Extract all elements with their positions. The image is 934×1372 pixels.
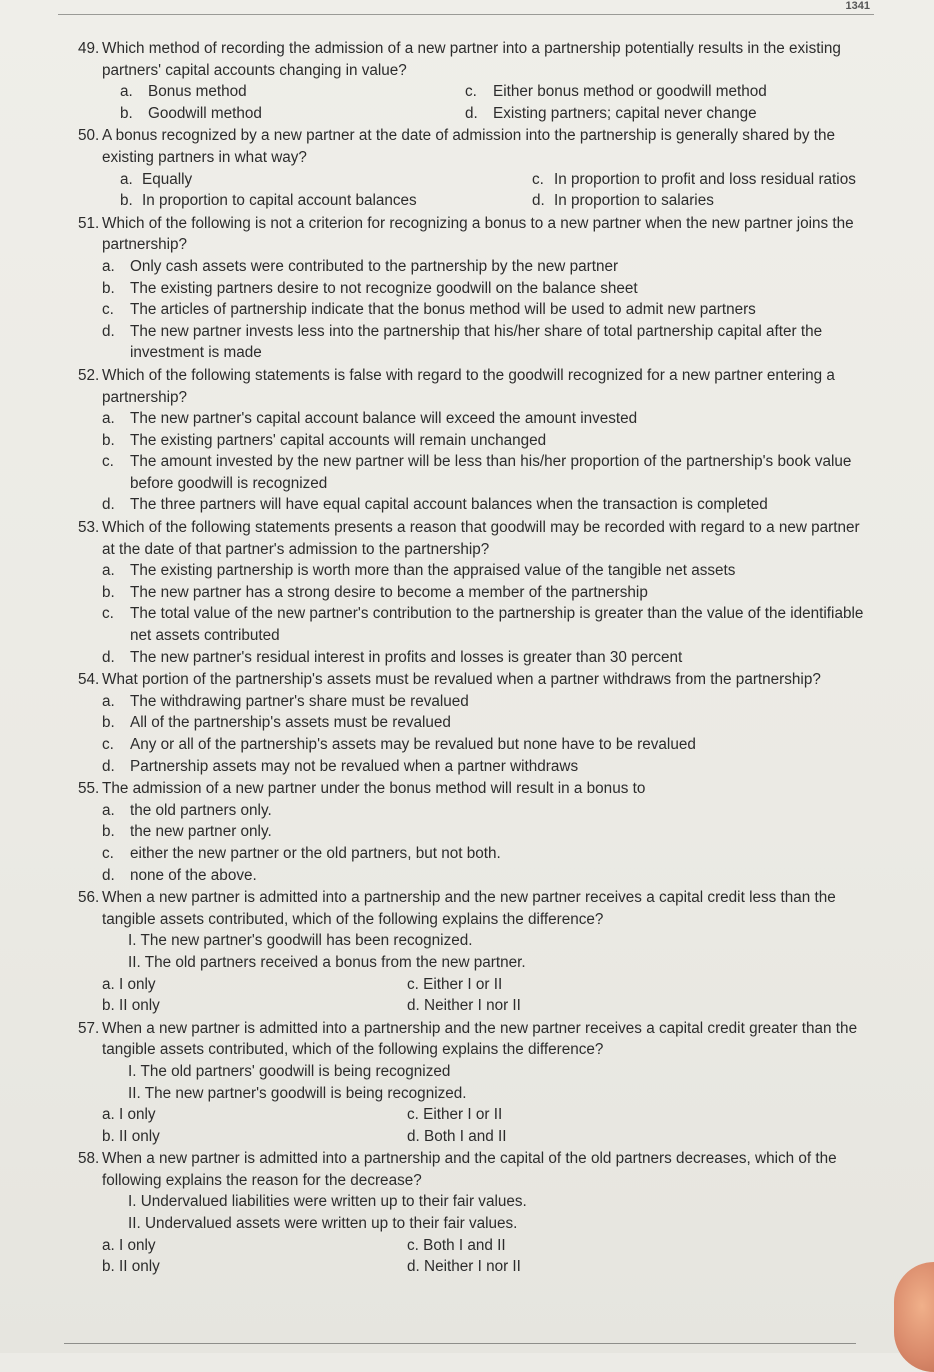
option-d: d. In proportion to salaries bbox=[532, 192, 714, 210]
question-text: Which of the following is not a criterion for recognizing a bonus to a new partner when the new partner joins the partnership? bbox=[102, 214, 854, 254]
question-list bbox=[78, 38, 868, 1279]
question-52 bbox=[78, 365, 868, 516]
option-a: a. I only bbox=[102, 975, 156, 993]
question-number: 52. bbox=[78, 366, 100, 384]
thumb-holding-page bbox=[894, 1262, 934, 1372]
option-a: a. Only cash assets were contributed to the partnership by the new partner bbox=[102, 257, 619, 275]
option-a: a. The existing partnership is worth more than the appraised value of the tangible net assets bbox=[102, 562, 736, 580]
page-number: 1341 bbox=[845, 0, 870, 12]
option-b: b. the new partner only. bbox=[102, 823, 272, 841]
option-c: c. Either I or II bbox=[407, 1106, 503, 1124]
option-a: a. I only bbox=[102, 1106, 156, 1124]
option-d: d. The three partners will have equal capital account balances when the transaction is completed bbox=[102, 496, 768, 514]
question-50 bbox=[78, 125, 868, 211]
question-text: A bonus recognized by a new partner at the date of admission into the partnership is generally shared by the existing partners in what way? bbox=[102, 127, 836, 166]
option-a: a. Bonus method bbox=[120, 83, 247, 101]
option-c: c. The total value of the new partner's contribution to the partnership is greater than the value of the identifiable net assets contributed bbox=[102, 605, 864, 645]
option-d: d. Neither I nor II bbox=[407, 997, 521, 1015]
question-51 bbox=[78, 213, 868, 364]
question-number: 55. bbox=[78, 780, 100, 798]
option-d: d. Existing partners; capital never change bbox=[465, 104, 757, 122]
option-b: b. In proportion to capital account balances bbox=[120, 192, 417, 210]
statement-2: II. The old partners received a bonus from the new partner. bbox=[128, 953, 526, 971]
question-55 bbox=[78, 778, 868, 886]
option-c: c. Any or all of the partnership's assets may be revalued but none have to be revalued bbox=[102, 736, 696, 753]
option-b: b. The existing partners desire to not recognize goodwill on the balance sheet bbox=[102, 279, 638, 297]
option-c: c. Either I or II bbox=[407, 975, 503, 993]
question-57 bbox=[78, 1018, 868, 1148]
bottom-rule bbox=[64, 1343, 856, 1344]
option-c: c. The articles of partnership indicate that the bonus method will be used to admit new partners bbox=[102, 301, 756, 319]
question-number: 54. bbox=[78, 671, 100, 689]
options bbox=[102, 1104, 868, 1147]
options bbox=[102, 800, 868, 886]
option-a: a. the old partners only. bbox=[102, 801, 272, 819]
option-a: a. Equally bbox=[120, 170, 193, 188]
option-c: c. The amount invested by the new partner will be less than his/her proportion of the partnership's book value before goodwill is recognized bbox=[102, 453, 852, 492]
option-b: b. Goodwill method bbox=[120, 104, 262, 122]
options bbox=[102, 256, 868, 364]
option-d: d. Partnership assets may not be revalued when a partner withdraws bbox=[102, 757, 579, 775]
question-56 bbox=[78, 887, 868, 1017]
question-number: 56. bbox=[78, 889, 100, 907]
options bbox=[102, 408, 868, 516]
option-c: c. Both I and II bbox=[407, 1236, 506, 1254]
statement-1: I. The new partner's goodwill has been recognized. bbox=[128, 932, 473, 950]
question-number: 50. bbox=[78, 127, 100, 145]
question-49 bbox=[78, 38, 868, 124]
question-text: Which of the following statements presents a reason that goodwill may be recorded with regard to a new partner at the date of that partner's admission to the partnership? bbox=[102, 519, 860, 558]
question-number: 57. bbox=[78, 1019, 100, 1037]
option-d: d. The new partner's residual interest in profits and losses is greater than 30 percent bbox=[102, 648, 683, 666]
option-b: b. All of the partnership's assets must be revalued bbox=[102, 714, 451, 732]
statement-1: I. Undervalued liabilities were written up to their fair values. bbox=[128, 1193, 527, 1211]
question-text: When a new partner is admitted into a partnership and the new partner receives a capital credit less than the tangible assets contributed, which of the following explains the difference? bbox=[102, 889, 836, 928]
option-d: d. Neither I nor II bbox=[407, 1258, 521, 1276]
options bbox=[102, 1235, 868, 1278]
options bbox=[102, 974, 868, 1017]
option-d: d. none of the above. bbox=[102, 866, 257, 884]
question-number: 58. bbox=[78, 1150, 100, 1168]
question-54 bbox=[78, 669, 868, 777]
question-text: Which of the following statements is false with regard to the goodwill recognized for a new partner entering a partnership? bbox=[102, 366, 835, 406]
top-rule bbox=[58, 14, 874, 15]
option-b: b. II only bbox=[102, 1258, 160, 1276]
option-c: c. In proportion to profit and loss residual ratios bbox=[532, 170, 856, 188]
option-c: c. either the new partner or the old partners, but not both. bbox=[102, 844, 501, 862]
option-d: d. Both I and II bbox=[407, 1127, 507, 1145]
option-a: a. I only bbox=[102, 1236, 156, 1254]
statement-2: II. Undervalued assets were written up to their fair values. bbox=[128, 1215, 518, 1233]
question-text: The admission of a new partner under the bonus method will result in a bonus to bbox=[102, 780, 646, 798]
option-b: b. II only bbox=[102, 997, 160, 1015]
options bbox=[120, 169, 868, 212]
option-b: b. The new partner has a strong desire to become a member of the partnership bbox=[102, 583, 648, 601]
options bbox=[120, 81, 868, 124]
options bbox=[102, 691, 868, 777]
question-text: What portion of the partnership's assets must be revalued when a partner withdraws from the partnership? bbox=[102, 671, 821, 689]
option-a: a. The withdrawing partner's share must be revalued bbox=[102, 692, 469, 710]
question-58 bbox=[78, 1148, 868, 1278]
statement-1: I. The old partners' goodwill is being recognized bbox=[128, 1062, 451, 1080]
statement-2: II. The new partner's goodwill is being recognized. bbox=[128, 1084, 467, 1102]
question-number: 49. bbox=[78, 40, 100, 57]
options bbox=[102, 560, 868, 668]
option-a: a. The new partner's capital account balance will exceed the amount invested bbox=[102, 410, 638, 428]
option-c: c. Either bonus method or goodwill method bbox=[465, 83, 767, 101]
option-b: b. The existing partners' capital accounts will remain unchanged bbox=[102, 431, 547, 449]
option-b: b. II only bbox=[102, 1127, 160, 1145]
question-text: Which method of recording the admission of a new partner into a partnership potentially results in the existing partners' capital accounts changing in value? bbox=[102, 40, 841, 79]
option-d: d. The new partner invests less into the partnership that his/her share of total partnership capital after the investment is made bbox=[102, 322, 823, 362]
question-text: When a new partner is admitted into a partnership and the capital of the old partners decreases, which of the following explains the reason for the decrease? bbox=[102, 1150, 837, 1189]
question-53 bbox=[78, 517, 868, 668]
question-number: 53. bbox=[78, 519, 100, 537]
question-text: When a new partner is admitted into a partnership and the new partner receives a capital credit greater than the tangible assets contributed, which of the following explains the difference? bbox=[102, 1019, 858, 1059]
question-number: 51. bbox=[78, 214, 100, 232]
